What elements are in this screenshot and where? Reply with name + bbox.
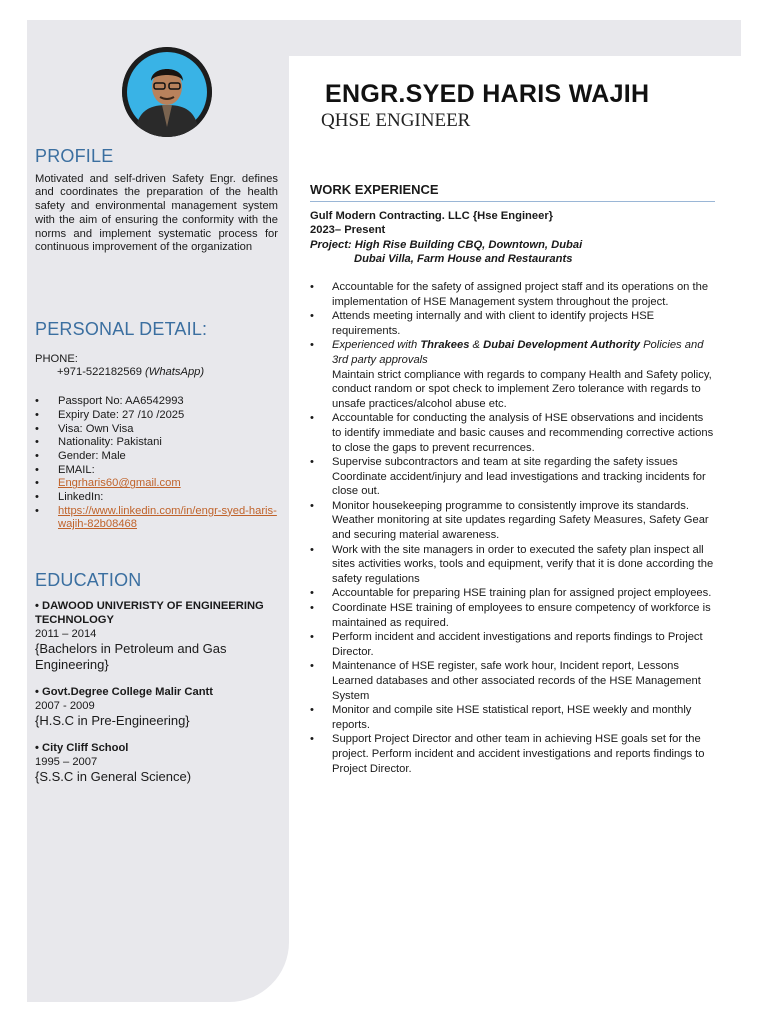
duty-item: • Perform incident and accident investigations and reports findings to Project Director. [310,630,715,659]
profile-section [35,146,278,255]
profile-text: Motivated and self-driven Safety Engr. defines and coordinates the preparation of the health safety and environmental management system with the aim of ensuring the conformity with the norms and implement systematic process for continuous improvement of the organization [35,172,278,254]
linkedin-label-item: • LinkedIn: [35,491,278,505]
education-years: 2011 – 2014 [35,627,97,640]
duty-text: Policies and 3rd party approvals [332,339,704,366]
email-label-item: • EMAIL: [35,464,278,478]
duty-item: • Accountable for the safety of assigned project staff and its operations on the implementation of HSE Management system throughout the project. [310,280,715,309]
duty-item: • Support Project Director and other team in achieving HSE goals set for the project. Perform incident and accident investigations and reports findings to Project Director. [310,732,715,776]
education-degree: {S.S.C in General Science) [35,768,192,784]
education-years: 2007 - 2009 [35,699,95,712]
duty-item: • Accountable for conducting the analysis of HSE observations and incidents to identify immediate and basic causes and recommending corrective actions to close the gaps to prevent recurrences. [310,411,715,455]
education-entry [35,685,278,729]
project-line-2: Dubai Villa, Farm House and Restaurants [354,253,573,266]
work-period: 2023– Present [310,224,386,237]
company-line: Gulf Modern Contracting. LLC {Hse Engineer} [310,209,554,222]
linkedin-link[interactable]: https://www.linkedin.com/in/engr-syed-haris-wajih-82b08468 [58,504,277,531]
work-experience-section [310,183,715,776]
email-link[interactable]: Engrharis60@gmail.com [58,477,181,490]
job-title: QHSE ENGINEER [321,110,471,131]
expiry-item: • Expiry Date: 27 /10 /2025 [35,409,278,423]
work-experience-heading: WORK EXPERIENCE [310,183,715,202]
education-years: 1995 – 2007 [35,755,98,768]
duty-item: • Accountable for preparing HSE training plan for assigned project employees. [310,586,715,601]
education-degree: {Bachelors in Petroleum and Gas Engineering} [35,640,227,672]
duty-text: Maintain strict compliance with regards to company Health and Safety policy, conduct random or spot check to implement Zero tolerance with regards to unsafe practices/alcohol abuse etc. [332,368,712,410]
visa-item: • Visa: Own Visa [35,423,278,437]
gender-item: • Gender: Male [35,450,278,464]
passport-item: • Passport No: AA6542993 [35,395,278,409]
profile-photo [122,47,212,137]
personal-detail-list [35,395,278,532]
phone-number: +971-522182569 [57,366,142,379]
linkedin-item [35,505,278,532]
phone-label: PHONE: [35,352,78,365]
duty-item [310,338,715,411]
education-entry [35,741,278,785]
duty-item: • Attends meeting internally and with client to identify projects HSE requirements. [310,309,715,338]
phone-note: (WhatsApp) [145,366,205,379]
duty-text: Experienced with [332,339,421,352]
duty-item: • Monitor housekeeping programme to consistently improve its standards. Weather monitoring at site updates regarding Safety Measures, Safety Gear and securing material awareness. [310,499,715,543]
duty-item: • Maintenance of HSE register, safe work hour, Incident report, Lessons Learned databases and other associated records of the HSE Management System [310,659,715,703]
duties-list [310,280,715,776]
duty-item: • Monitor and compile site HSE statistical report, HSE weekly and monthly reports. [310,703,715,732]
duty-text: Dubai Development Authority [483,339,640,352]
duty-item: • Supervise subcontractors and team at site regarding the safety issues Coordinate accident/injury and lead investigations and tracking incidents for close out. [310,455,715,499]
education-section [35,570,278,785]
personal-detail-section [35,319,278,532]
duty-item: • Work with the site managers in order to executed the safety plan inspect all sites activities works, tools and equipment, verify that it is done according the safety regulations [310,543,715,587]
personal-detail-heading: PERSONAL DETAIL: [35,319,208,339]
education-institution: • Govt.Degree College Malir Cantt [35,685,213,698]
candidate-name: ENGR.SYED HARIS WAJIH [325,80,650,108]
education-degree: {H.S.C in Pre-Engineering} [35,712,190,728]
email-item [35,477,278,491]
profile-heading: PROFILE [35,146,114,166]
education-institution: • DAWOOD UNIVERISTY OF ENGINEERING TECHNOLOGY [35,599,264,626]
nationality-item: • Nationality: Pakistani [35,436,278,450]
phone-line [35,366,278,380]
project-line: Project: High Rise Building CBQ, Downtown, Dubai [310,238,583,251]
education-entry [35,599,278,673]
education-heading: EDUCATION [35,570,142,590]
duty-item: • Coordinate HSE training of employees to ensure competency of workforce is maintained as required. [310,601,715,630]
education-institution: • City Cliff School [35,741,129,754]
duty-text: Thrakees [420,339,470,352]
duty-text: & [469,339,484,352]
